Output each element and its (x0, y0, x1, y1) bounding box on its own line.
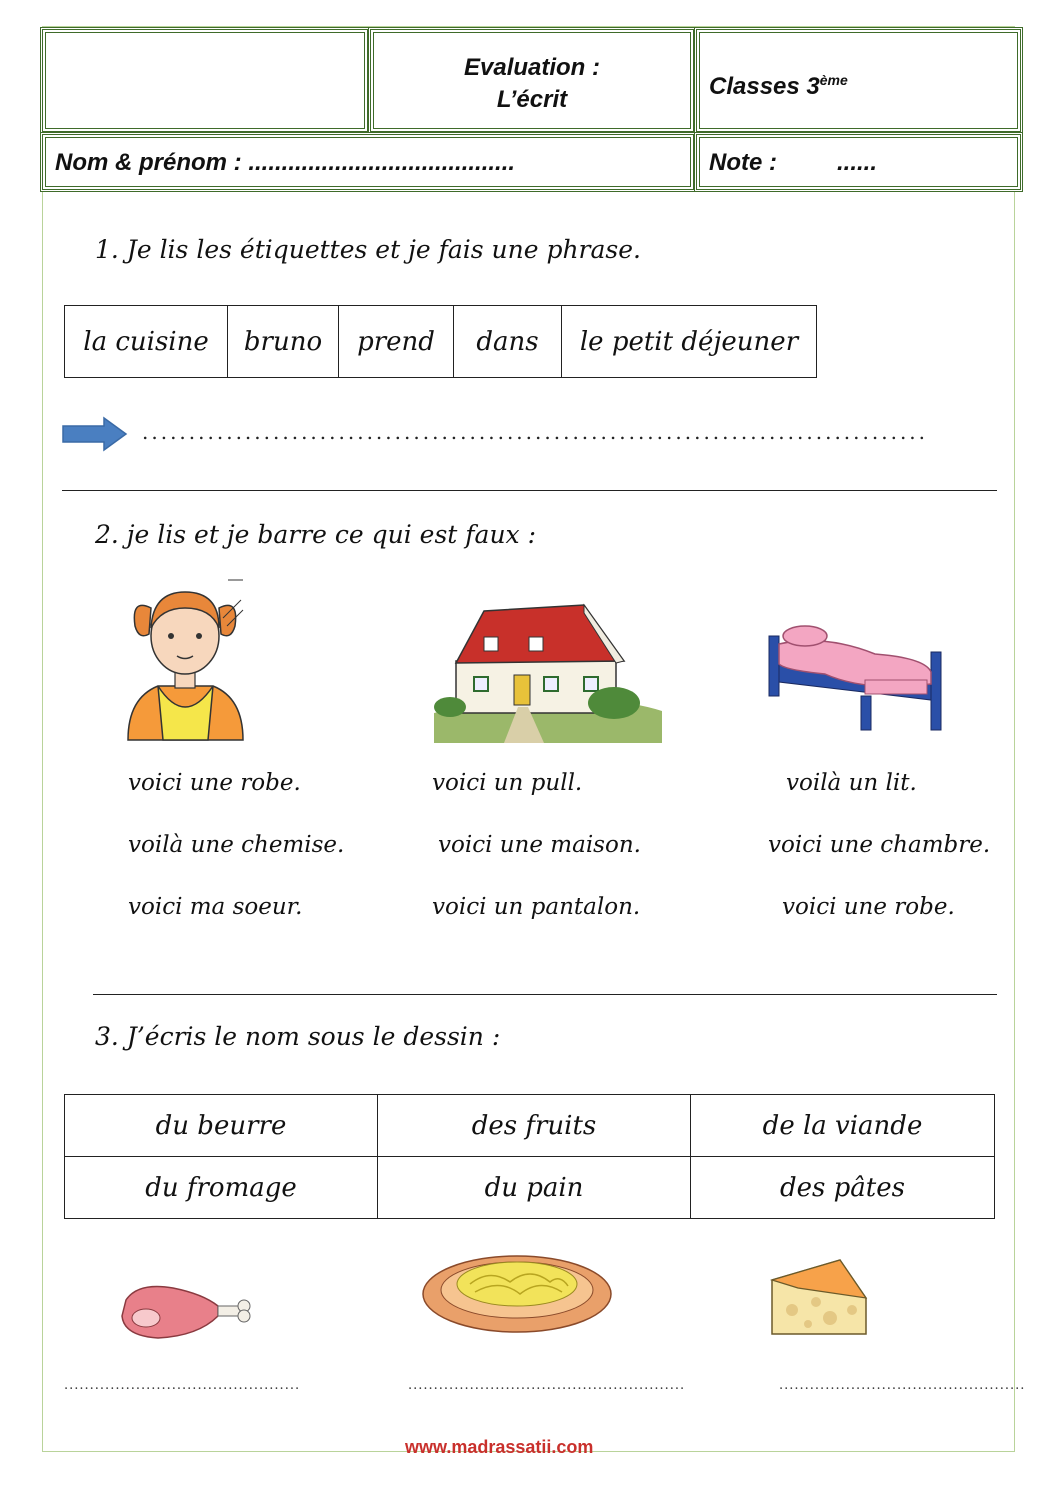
header-classes-cell (694, 27, 1023, 134)
header-blank-cell (40, 27, 370, 134)
word-cell: de la viande (691, 1095, 995, 1157)
note-label: Note : (709, 149, 777, 176)
q3-answer-line-2: ...................................................... (408, 1378, 686, 1393)
q2-col1-opt2[interactable]: voilà une chemise. (128, 832, 345, 858)
question-2-title: 2. je lis et je barre ce qui est faux : (95, 520, 537, 549)
q3-answer-line-1: .............................................. (64, 1378, 301, 1393)
q2-col3-opt2[interactable]: voici une chambre. (768, 832, 991, 858)
q2-col2-opt3[interactable]: voici un pantalon. (432, 894, 641, 920)
header-box (40, 27, 1023, 192)
note-dots: ...... (837, 149, 878, 176)
word-cell: des fruits (378, 1095, 691, 1157)
note-cell (694, 132, 1023, 192)
name-cell (40, 132, 696, 192)
classes-label: Classes 3ème (709, 72, 848, 100)
girl-illustration (123, 578, 248, 740)
footer-url[interactable]: www.madrassatii.com (405, 1437, 594, 1457)
divider-1 (62, 490, 997, 491)
label-4: dans (454, 306, 562, 378)
q2-col1-opt1[interactable]: voici une robe. (128, 770, 301, 796)
cheese-illustration (768, 1258, 870, 1338)
word-cell: du fromage (65, 1157, 378, 1219)
q1-answer-line: .................................................................................... (142, 420, 929, 444)
word-cell: du pain (378, 1157, 691, 1219)
q2-col2-opt2[interactable]: voici une maison. (438, 832, 641, 858)
arrow-right-icon (62, 416, 128, 452)
q2-col2-opt1[interactable]: voici un pull. (432, 770, 583, 796)
meat-illustration (118, 1280, 258, 1342)
q1-label-table (64, 305, 817, 378)
pasta-illustration (420, 1248, 615, 1336)
name-label: Nom & prénom : ........................................ (55, 149, 516, 176)
header-evaluation-cell (368, 27, 696, 134)
q2-col3-opt1[interactable]: voilà un lit. (786, 770, 917, 796)
house-illustration (434, 603, 662, 743)
divider-2 (93, 994, 997, 995)
word-cell: des pâtes (691, 1157, 995, 1219)
question-1-title: 1. Je lis les étiquettes et je fais une phrase. (95, 235, 641, 264)
label-2: bruno (228, 306, 339, 378)
q2-col3-opt3[interactable]: voici une robe. (782, 894, 955, 920)
evaluation-subtitle: L’écrit (496, 86, 568, 113)
q2-col1-opt3[interactable]: voici ma soeur. (128, 894, 303, 920)
question-3-title: 3. J’écris le nom sous le dessin : (95, 1022, 501, 1051)
q3-word-table (64, 1094, 995, 1219)
evaluation-title: Evaluation : (463, 54, 601, 81)
label-5: le petit déjeuner (562, 306, 817, 378)
label-1: la cuisine (65, 306, 228, 378)
label-3: prend (339, 306, 454, 378)
word-cell: du beurre (65, 1095, 378, 1157)
q3-answer-line-3: ................................................ (779, 1378, 1026, 1393)
bed-illustration (765, 614, 945, 734)
